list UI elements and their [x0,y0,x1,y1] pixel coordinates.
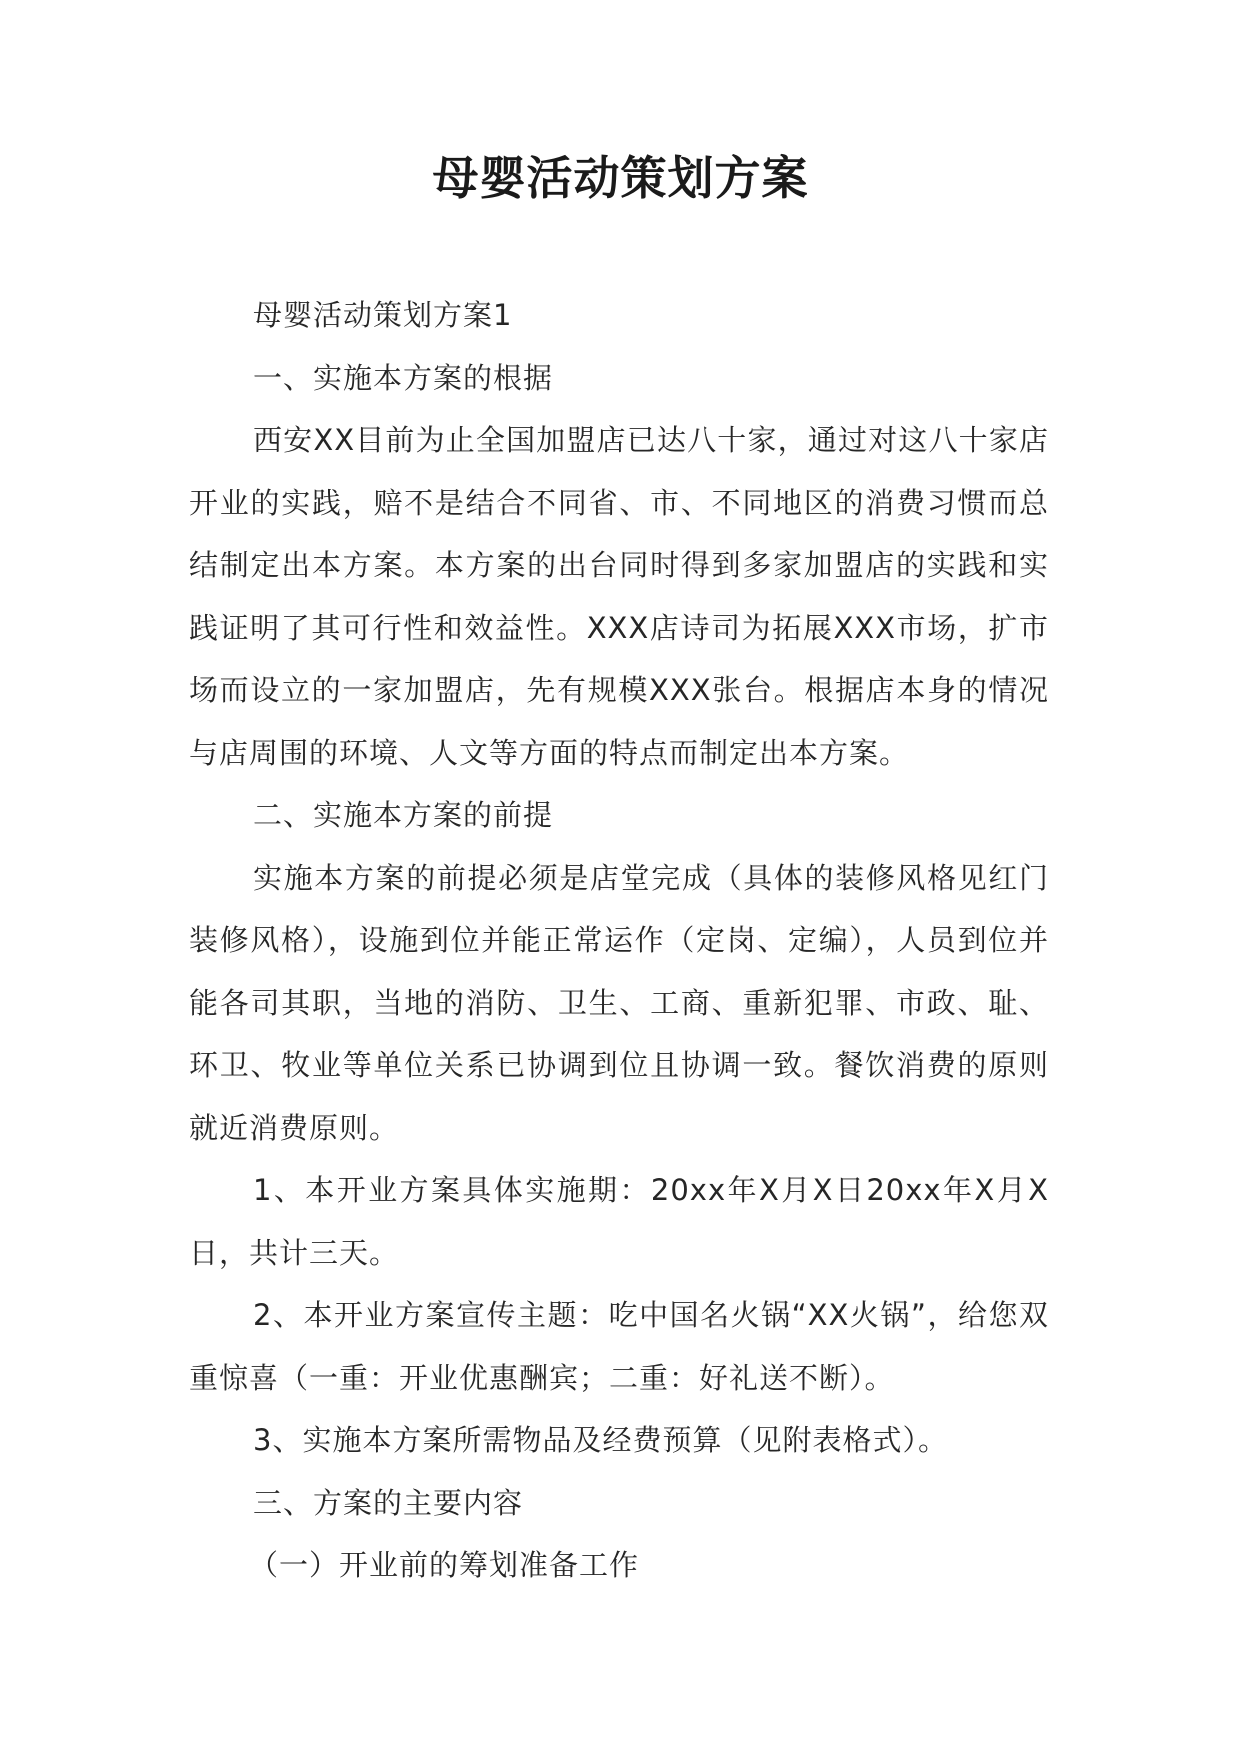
section-heading: 一、实施本方案的根据 [253,360,554,395]
section-heading: 三、方案的主要内容 [253,1485,524,1520]
section-heading: 二、实施本方案的前提 [253,798,554,832]
sub-title: 母婴活动策划方案1 [253,298,513,332]
list-item: 1、本开业方案具体实施期：20xx年X月X日20xx年X月X日，共计三天。 [189,1173,1049,1270]
document-body [189,284,1049,1597]
body-paragraph: 西安XX目前为止全国加盟店已达八十家，通过对这八十家店开业的实践，赔不是结合不同省、市、不同地区的消费习惯而总结制定出本方案。本方案的出台同时得到多家加盟店的实践和实践证明了其可行性和效益性。XXX店诗司为拓展XXX市场，扩市场而设立的一家加盟店，先有规模XXX张台。根据店本身的情况与店周围的环境、人文等方面的特点而制定出本方案。 [189,423,1049,770]
list-item: 2、本开业方案宣传主题：吃中国名火锅“XX火锅”，给您双重惊喜（一重：开业优惠酬宾；二重：好礼送不断）。 [189,1298,1049,1395]
document-title: 母婴活动策划方案 [432,151,809,205]
subsection-heading: （一）开业前的筹划准备工作 [249,1548,640,1582]
body-paragraph: 实施本方案的前提必须是店堂完成（具体的装修风格见红门装修风格），设施到位并能正常运作（定岗、定编），人员到位并能各司其职，当地的消防、卫生、工商、重新犯罪、市政、耻、环卫、牧业等单位关系已协调到位且协调一致。餐饮消费的原则就近消费原则。 [189,860,1049,1145]
list-item: 3、实施本方案所需物品及经费预算（见附表格式）。 [253,1423,948,1457]
